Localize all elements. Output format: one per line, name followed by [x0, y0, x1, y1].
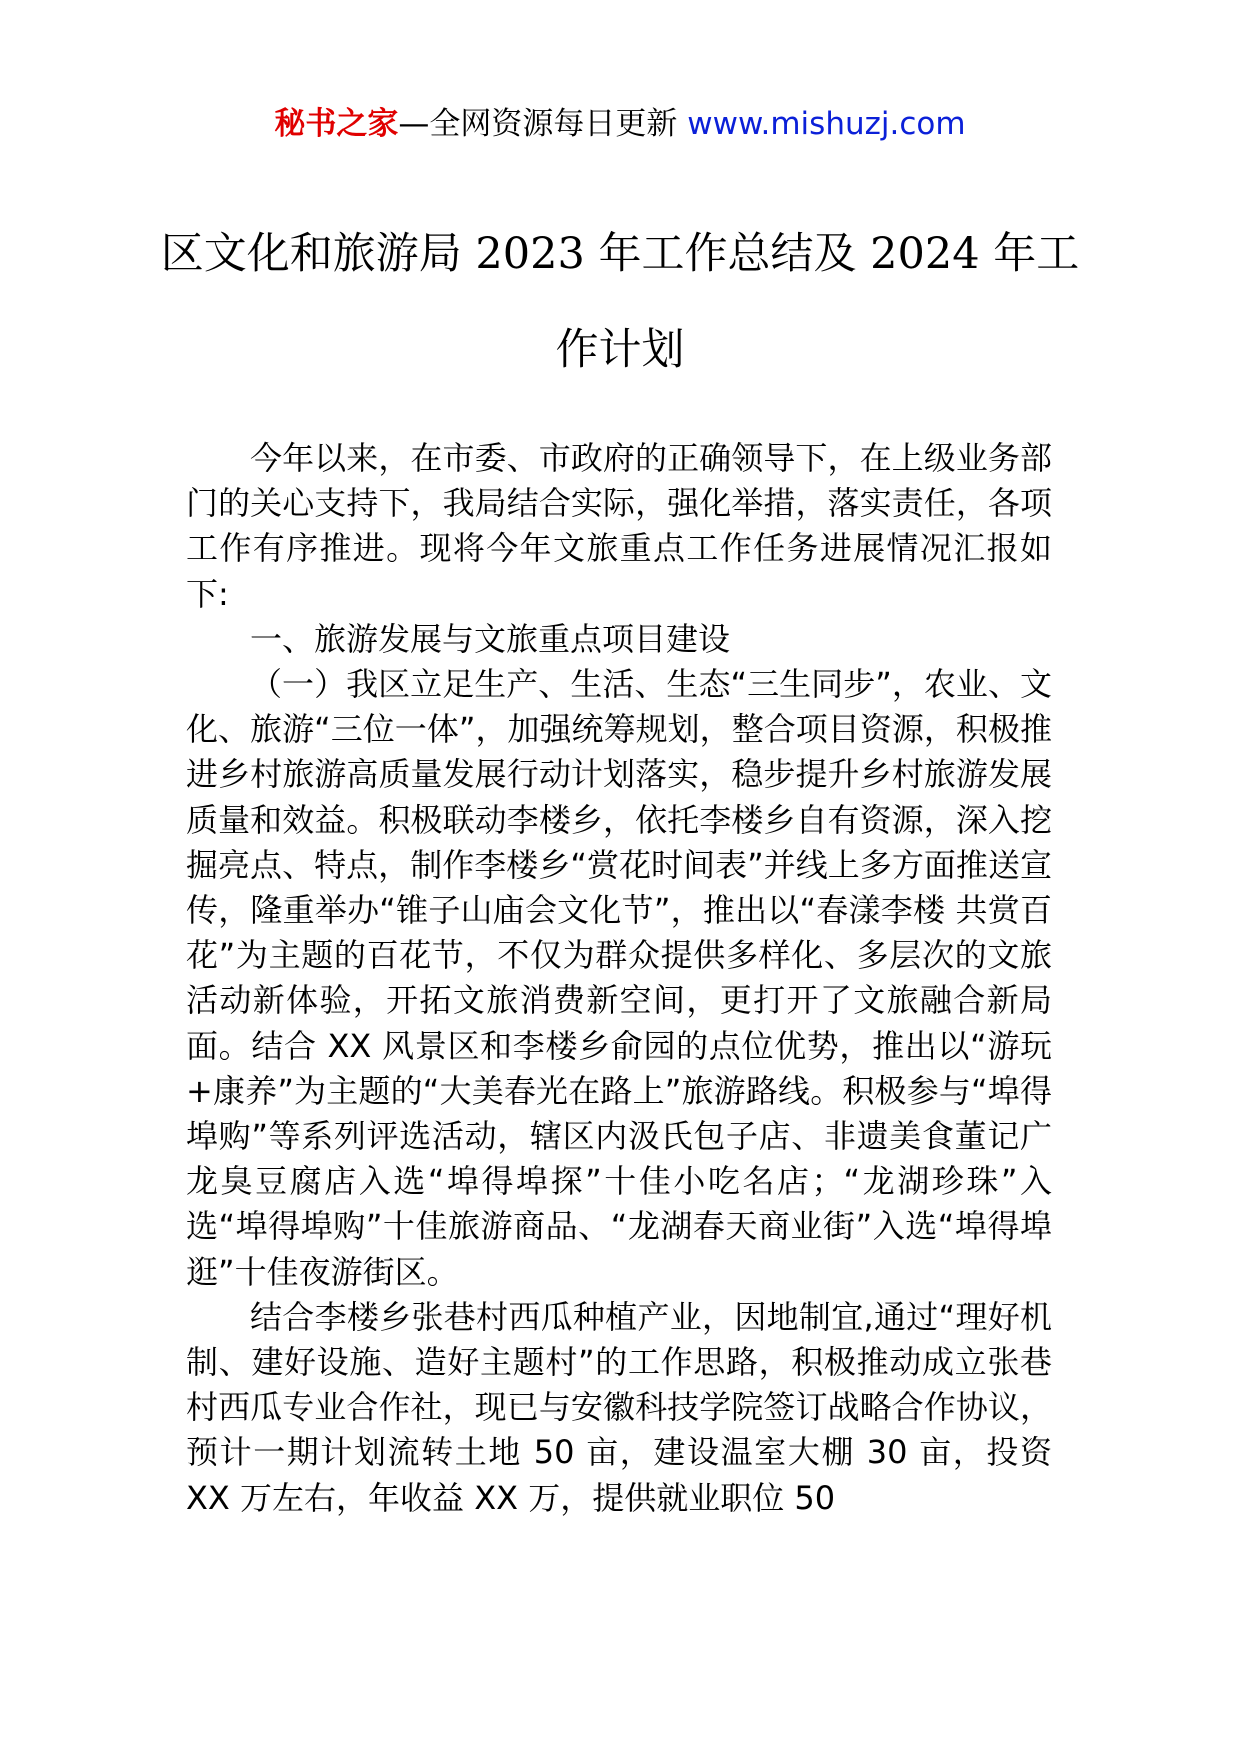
document-body — [186, 436, 1052, 1521]
body-paragraph: 结合李楼乡张巷村西瓜种植产业，因地制宜,通过“理好机制、建好设施、造好主题村”的工作思路，积极推动成立张巷村西瓜专业合作社，现已与安徽科技学院签订战略合作协议，预计一期计划流转土地 50 亩，建设温室大棚 30 亩，投资 XX 万左右，年收益 XX 万，提供就业职位 50 — [186, 1297, 1052, 1517]
site-url-link[interactable]: www.mishuzj.com — [687, 106, 966, 142]
brand-slogan: —全网资源每日更新 — [398, 106, 678, 142]
document-title: 区文化和旅游局 2023 年工作总结及 2024 年工作计划 — [160, 229, 1080, 375]
section-heading: 一、旅游发展与文旅重点项目建设 — [250, 619, 731, 658]
site-banner — [0, 100, 1240, 148]
intro-paragraph: 今年以来，在市委、市政府的正确领导下，在上级业务部门的关心支持下，我局结合实际，强化举措，落实责任，各项工作有序推进。现将今年文旅重点工作任务进展情况汇报如下: — [186, 439, 1052, 613]
body-paragraph: （一）我区立足生产、生活、生态“三生同步”，农业、文化、旅游“三位一体”，加强统筹规划，整合项目资源，积极推进乡村旅游高质量发展行动计划落实，稳步提升乡村旅游发展质量和效益。积极联动李楼乡，依托李楼乡自有资源，深入挖掘亮点、特点，制作李楼乡“赏花时间表”并线上多方面推送宣传，隆重举办“锥子山庙会文化节”，推出以“春漾李楼 共赏百花”为主题的百花节，不仅为群众提供多样化、多层次的文旅活动新体验，开拓文旅消费新空间，更打开了文旅融合新局面。结合 XX 风景区和李楼乡俞园的点位优势，推出以“游玩+康养”为主题的“大美春光在路上”旅游路线。积极参与“埠得埠购”等系列评选活动，辖区内汲氏包子店、非遗美食董记广龙臭豆腐店入选“埠得埠探”十佳小吃名店；“龙湖珍珠”入选“埠得埠购”十佳旅游商品、“龙湖春天商业街”入选“埠得埠逛”十佳夜游街区。 — [186, 665, 1052, 1291]
brand-name: 秘书之家 — [274, 106, 399, 142]
